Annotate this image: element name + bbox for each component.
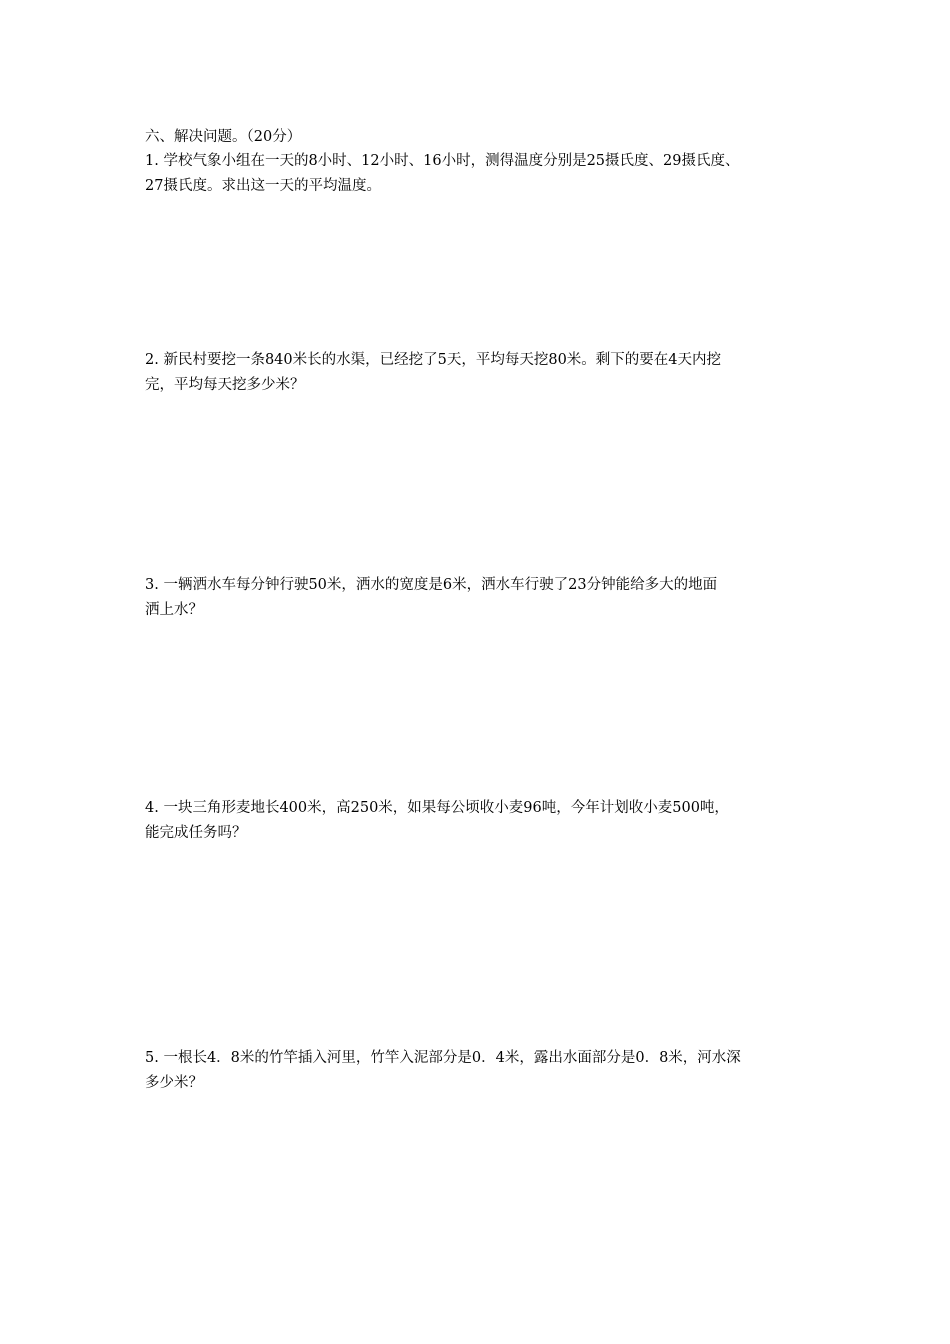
problem-3-line-1: 3. 一辆洒水车每分钟行驶50米，洒水的宽度是6米，洒水车行驶了23分钟能给多大的地面 — [145, 577, 718, 593]
problem-4-line-1: 4. 一块三角形麦地长400米，高250米，如果每公顷收小麦96吨，今年计划收小麦500吨， — [145, 800, 729, 816]
problem-5-line-1: 5. 一根长4．8米的竹竿插入河里，竹竿入泥部分是0．4米，露出水面部分是0．8米，河水深 — [145, 1050, 741, 1066]
problem-5 — [145, 1046, 817, 1096]
problem-2 — [145, 348, 817, 398]
problem-2-line-2: 完，平均每天挖多少米？ — [145, 377, 305, 393]
problem-4 — [145, 796, 817, 846]
problem-1-line-1: 1. 学校气象小组在一天的8小时、12小时、16小时，测得温度分别是25摄氏度、29摄氏度、 — [145, 153, 740, 169]
problem-2-line-1: 2. 新民村要挖一条840米长的水渠，已经挖了5天，平均每天挖80米。剩下的要在4天内挖 — [145, 352, 722, 368]
problem-4-line-2: 能完成任务吗？ — [145, 825, 247, 841]
problem-3-line-2: 洒上水？ — [145, 602, 203, 618]
problem-5-line-2: 多少米？ — [145, 1075, 203, 1091]
problem-3 — [145, 573, 817, 623]
problem-1 — [145, 149, 817, 199]
problem-1-line-2: 27摄氏度。求出这一天的平均温度。 — [145, 178, 381, 194]
section-title: 六、解决问题。（20分） — [145, 129, 302, 145]
